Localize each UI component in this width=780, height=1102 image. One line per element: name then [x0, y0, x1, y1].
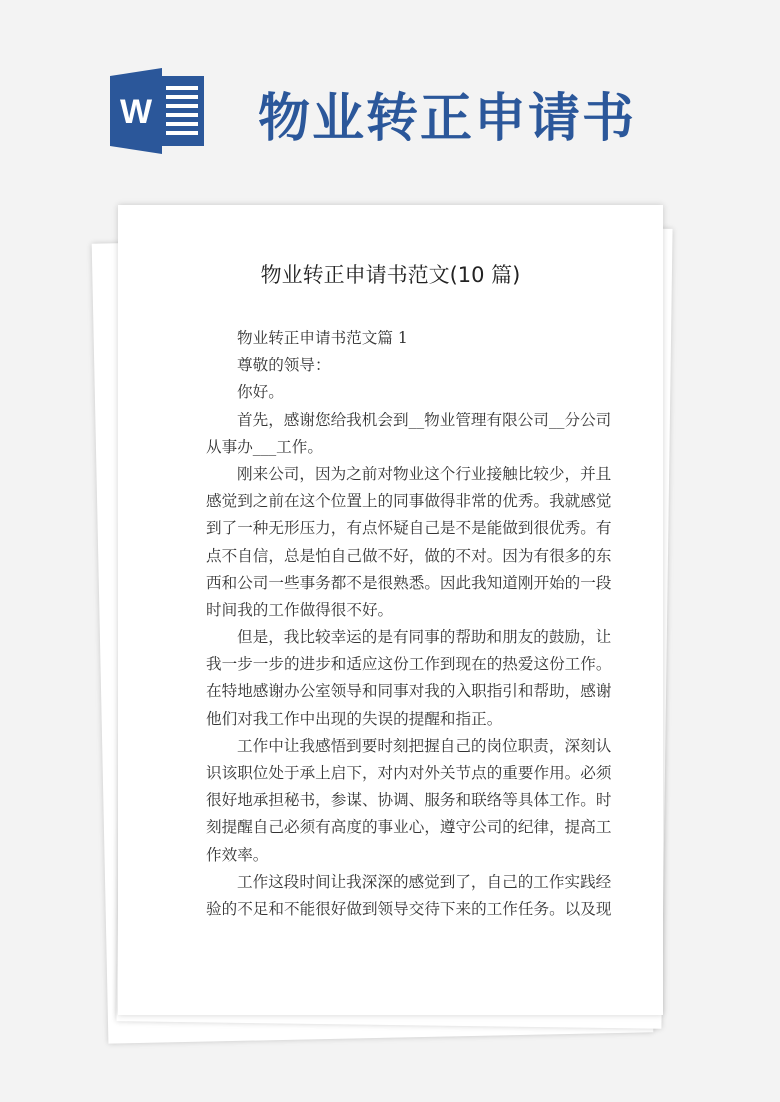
text-line: 作效率。 [206, 845, 269, 864]
text-line: 工作中让我感悟到要时刻把握自己的岗位职责，深刻认 [237, 736, 612, 755]
text-line: 西和公司一些事务都不是很熟悉。因此我知道刚开始的一段 [206, 573, 612, 592]
svg-text:W: W [119, 93, 153, 131]
text-line: 很好地承担秘书，参谋、协调、服务和联络等具体工作。时 [206, 791, 612, 810]
text-line: 时间我的工作做得很不好。 [206, 600, 394, 619]
document-title: 物业转正申请书范文(10 篇) [260, 263, 521, 287]
text-line: 识该职位处于承上启下，对内对外关节点的重要作用。必须 [206, 764, 612, 782]
text-line: 物业转正申请书范文篇 1 [237, 329, 408, 347]
text-line: 尊敬的领导： [237, 356, 331, 375]
text-line: 从事办___工作。 [206, 437, 323, 456]
text-line: 刚来公司，因为之前对物业这个行业接触比较少，并且 [237, 464, 612, 483]
text-line: 到了一种无形压力，有点怀疑自己是不是能做到很优秀。有 [206, 519, 612, 538]
text-line: 你好。 [237, 383, 284, 402]
text-line: 点不自信，总是怕自己做不好，做的不对。因为有很多的东 [206, 546, 612, 565]
document-page [118, 205, 663, 1015]
text-line: 首先，感谢您给我机会到__物业管理有限公司__分公司 [237, 410, 612, 429]
text-line: 工作这段时间让我深深的感觉到了，自己的工作实践经 [237, 872, 612, 891]
document-body [206, 325, 612, 923]
text-line: 但是，我比较幸运的是有同事的帮助和朋友的鼓励，让 [237, 628, 612, 647]
text-line: 我一步一步的进步和适应这份工作到现在的热爱这份工作。 [206, 655, 612, 674]
text-line: 他们对我工作中出现的失误的提醒和指正。 [206, 709, 503, 728]
word-document-icon [110, 68, 206, 154]
text-line: 在特地感谢办公室领导和同事对我的入职指引和帮助，感谢 [206, 682, 612, 701]
text-line: 验的不足和不能很好做到领导交待下来的工作任务。以及现 [206, 899, 612, 918]
text-line: 感觉到之前在这个位置上的同事做得非常的优秀。我就感觉 [206, 492, 612, 511]
text-line: 刻提醒自己必须有高度的事业心，遵守公司的纪律，提高工 [206, 818, 612, 837]
banner-title: 物业转正申请书 [258, 88, 637, 149]
